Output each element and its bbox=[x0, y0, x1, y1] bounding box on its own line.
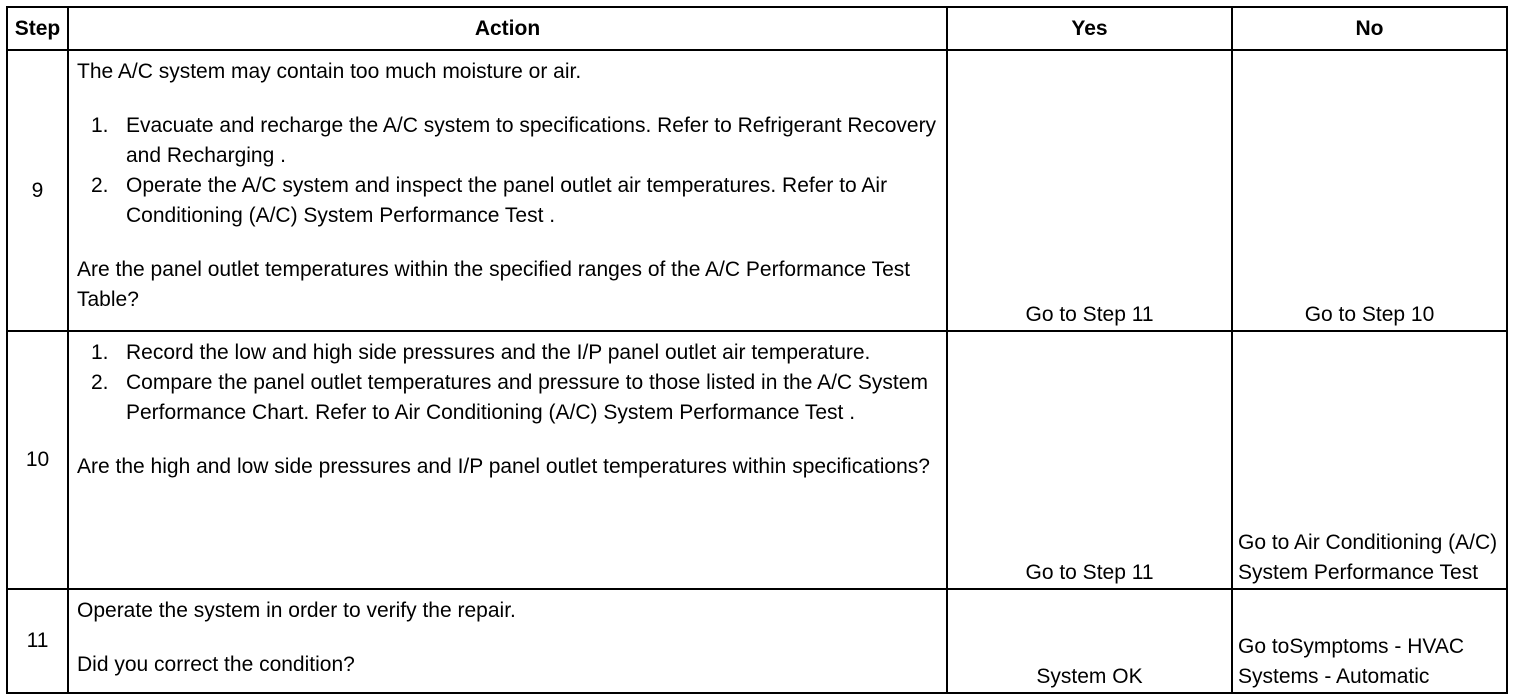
action-question: Are the panel outlet temperatures within the specified ranges of the A/C Performance Test Table? bbox=[77, 258, 911, 311]
list-item bbox=[77, 111, 940, 171]
no-cell: Go toSymptoms - HVAC Systems - Automatic bbox=[1232, 589, 1507, 693]
action-cell bbox=[68, 50, 947, 331]
list-item-text: Record the low and high side pressures and the I/P panel outlet air temperature. bbox=[126, 341, 871, 364]
list-item-number: 1. bbox=[91, 114, 109, 137]
no-cell: Go to Step 10 bbox=[1232, 50, 1507, 331]
action-steps-list bbox=[77, 111, 940, 231]
diagnostic-table bbox=[6, 6, 1508, 694]
yes-cell: Go to Step 11 bbox=[947, 50, 1232, 331]
step-number: 10 bbox=[7, 331, 68, 589]
header-yes: Yes bbox=[947, 7, 1232, 50]
step-number: 9 bbox=[7, 50, 68, 331]
header-action: Action bbox=[68, 7, 947, 50]
list-item-number: 2. bbox=[91, 174, 109, 197]
action-cell bbox=[68, 331, 947, 589]
action-question: Are the high and low side pressures and I/P panel outlet temperatures within specifications? bbox=[77, 455, 930, 478]
list-item bbox=[77, 368, 940, 428]
header-step: Step bbox=[7, 7, 68, 50]
list-item-text: Evacuate and recharge the A/C system to specifications. Refer to Refrigerant Recovery and Recharging . bbox=[126, 114, 937, 167]
list-item-number: 2. bbox=[91, 371, 109, 394]
action-intro: The A/C system may contain too much moisture or air. bbox=[77, 60, 582, 83]
list-item bbox=[77, 171, 940, 231]
table-row bbox=[7, 331, 1507, 589]
action-question: Did you correct the condition? bbox=[77, 653, 355, 676]
list-item bbox=[77, 338, 940, 368]
header-no: No bbox=[1232, 7, 1507, 50]
table-row bbox=[7, 50, 1507, 331]
action-steps-list bbox=[77, 338, 940, 428]
action-cell bbox=[68, 589, 947, 693]
step-number: 11 bbox=[7, 589, 68, 693]
no-cell: Go to Air Conditioning (A/C) System Performance Test bbox=[1232, 331, 1507, 589]
yes-cell: Go to Step 11 bbox=[947, 331, 1232, 589]
table-row bbox=[7, 589, 1507, 693]
yes-cell: System OK bbox=[947, 589, 1232, 693]
list-item-text: Compare the panel outlet temperatures and pressure to those listed in the A/C System Performance Chart. Refer to Air Conditioning (A/C) System Performance Test . bbox=[126, 371, 928, 424]
header-row bbox=[7, 7, 1507, 50]
list-item-text: Operate the A/C system and inspect the panel outlet air temperatures. Refer to Air Conditioning (A/C) System Performance Test . bbox=[126, 174, 888, 227]
action-intro: Operate the system in order to verify the repair. bbox=[77, 599, 516, 622]
list-item-number: 1. bbox=[91, 341, 109, 364]
